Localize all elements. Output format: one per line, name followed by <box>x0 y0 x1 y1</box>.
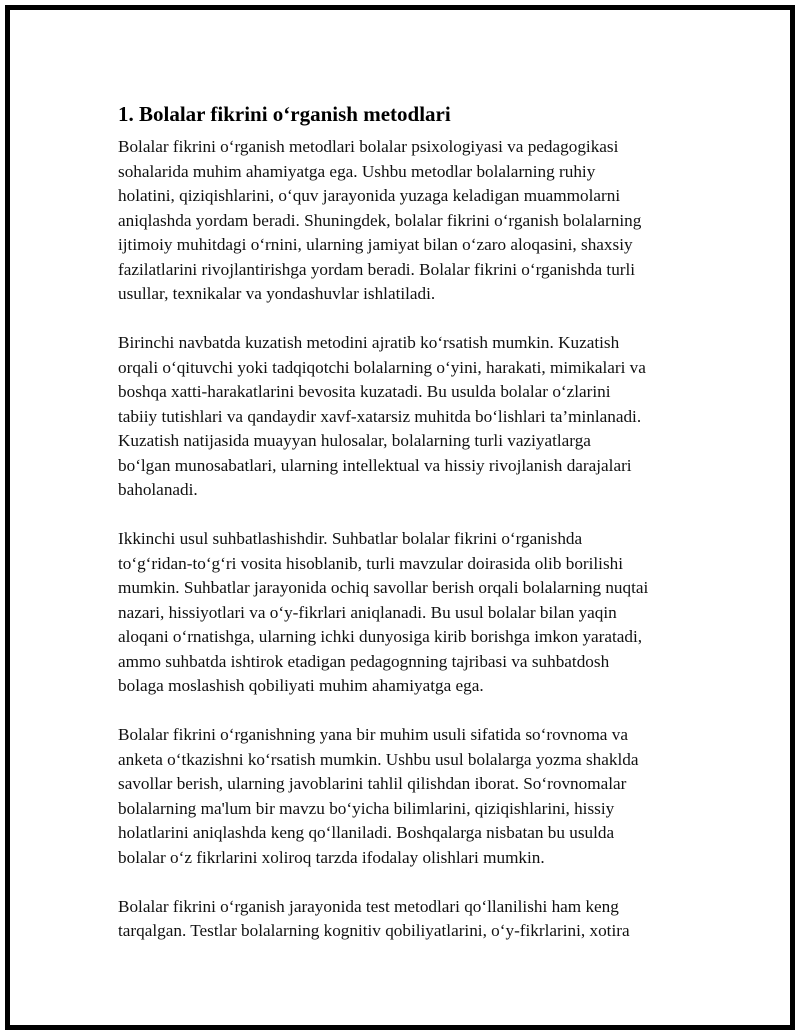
text-line: to‘g‘ridan-to‘g‘ri vosita hisoblanib, turli mavzular doirasida olib borilishi <box>118 553 624 573</box>
text-line: savollar berish, ularning javoblarini tahlil qilishdan iborat. So‘rovnomalar <box>118 774 627 793</box>
text-line: holatlarini aniqlashda keng qo‘llaniladi. Boshqalarga nisbatan bu usulda <box>118 823 615 842</box>
document-content <box>118 100 702 968</box>
text-line: Bolalar fikrini o‘rganish metodlari bolalar psixologiyasi va pedagogikasi <box>118 137 619 156</box>
section-heading: 1. Bolalar fikrini o‘rganish metodlari <box>118 102 451 126</box>
text-line: orqali o‘qituvchi yoki tadqiqotchi bolalarning o‘yini, harakati, mimikalari va <box>118 357 646 377</box>
text-line: baholanadi. <box>118 480 198 499</box>
text-line: mumkin. Suhbatlar jarayonida ochiq savollar berish orqali bolalarning nuqtai <box>118 578 649 597</box>
text-line: aniqlashda yordam beradi. Shuningdek, bolalar fikrini o‘rganish bolalarning <box>118 210 642 230</box>
paragraph-3 <box>118 527 702 699</box>
text-line: Birinchi navbatda kuzatish metodini ajratib ko‘rsatish mumkin. Kuzatish <box>118 333 620 352</box>
text-line: usullar, texnikalar va yondashuvlar ishlatiladi. <box>118 284 436 303</box>
text-line: bolaga moslashish qobiliyati muhim ahamiyatga ega. <box>118 676 484 695</box>
text-line: boshqa xatti-harakatlarini bevosita kuzatadi. Bu usulda bolalar o‘zlarini <box>118 382 611 401</box>
text-line: bolalar o‘z fikrlarini xoliroq tarzda ifodalay olishlari mumkin. <box>118 847 545 867</box>
text-line: Ikkinchi usul suhbatlashishdir. Suhbatlar bolalar fikrini o‘rganishda <box>118 529 583 548</box>
text-line: aloqani o‘rnatishga, ularning ichki dunyosiga kirib borishga imkon yaratadi, <box>118 627 643 646</box>
text-line: fazilatlarini rivojlantirishga yordam beradi. Bolalar fikrini o‘rganishda turli <box>118 259 636 279</box>
text-line: tabiiy tutishlari va qandaydir xavf-xatarsiz muhitda bo‘lishlari ta’minlanadi. <box>118 406 642 426</box>
text-line: Kuzatish natijasida muayyan hulosalar, bolalarning turli vaziyatlarga <box>118 431 591 450</box>
document-page <box>5 5 795 1030</box>
text-line: bolalarning ma'lum bir mavzu bo‘yicha bilimlarini, qiziqishlarini, hissiy <box>118 798 615 818</box>
text-line: nazari, hissiyotlari va o‘y-fikrlari aniqlanadi. Bu usul bolalar bilan yaqin <box>118 602 617 622</box>
paragraph-5 <box>118 895 702 944</box>
text-line: ammo suhbatda ishtirok etadigan pedagognning tajribasi va suhbatdosh <box>118 651 610 671</box>
text-line: Bolalar fikrini o‘rganish jarayonida test metodlari qo‘llanilishi ham keng <box>118 896 619 916</box>
text-line: Bolalar fikrini o‘rganishning yana bir muhim usuli sifatida so‘rovnoma va <box>118 725 628 744</box>
paragraph-4 <box>118 723 702 870</box>
paragraph-2 <box>118 331 702 503</box>
paragraph-1 <box>118 135 702 307</box>
text-line: anketa o‘tkazishni ko‘rsatish mumkin. Ushbu usul bolalarga yozma shaklda <box>118 749 639 769</box>
text-line: bo‘lgan munosabatlari, ularning intellektual va hissiy rivojlanish darajalari <box>118 455 632 475</box>
text-line: sohalarida muhim ahamiyatga ega. Ushbu metodlar bolalarning ruhiy <box>118 161 596 181</box>
text-line: ijtimoiy muhitdagi o‘rnini, ularning jamiyat bilan o‘zaro aloqasini, shaxsiy <box>118 235 633 254</box>
text-line: tarqalgan. Testlar bolalarning kognitiv qobiliyatlarini, o‘y-fikrlarini, xotira <box>118 921 630 940</box>
text-line: holatini, qiziqishlarini, o‘quv jarayonida yuzaga keladigan muammolarni <box>118 186 621 205</box>
